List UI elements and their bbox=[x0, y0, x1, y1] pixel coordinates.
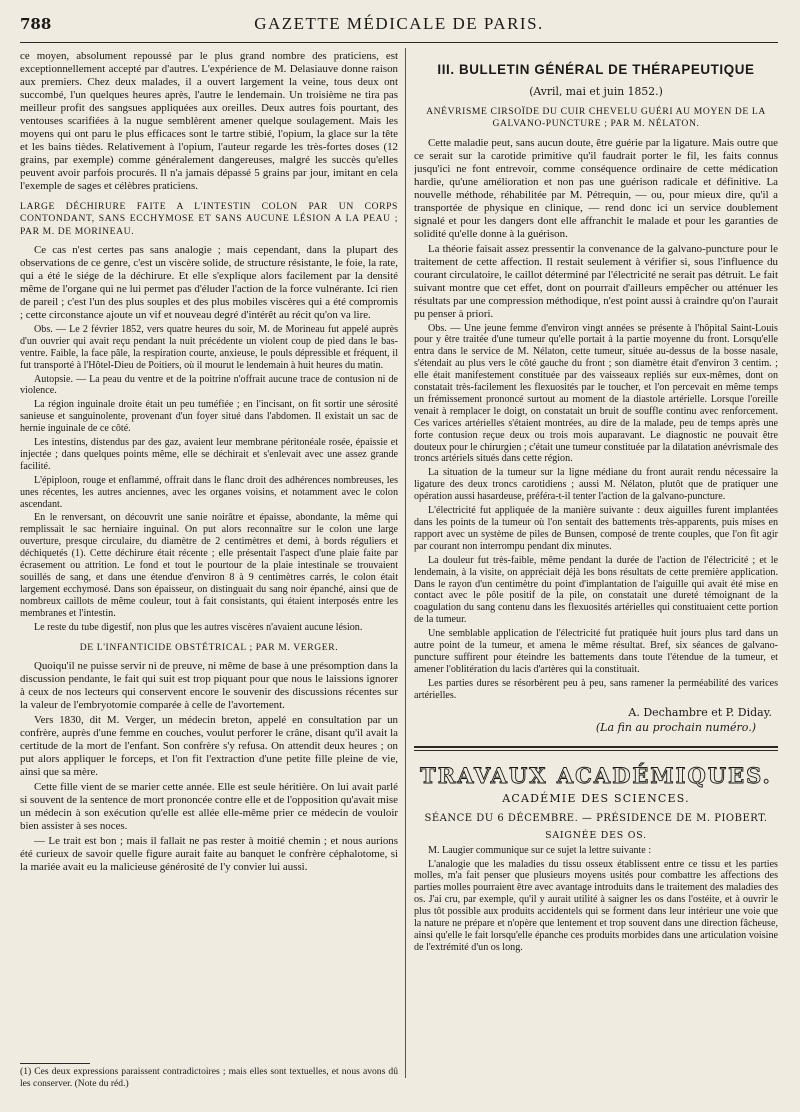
page-header bbox=[20, 14, 778, 43]
academie-title: TRAVAUX ACADÉMIQUES. bbox=[420, 762, 772, 788]
observation-paragraph: Les parties dures se résorbèrent peu à peu, sans ramener la perméabilité des varices artérielles. bbox=[414, 677, 778, 701]
observation-paragraph: Une semblable application de l'électricité fut pratiquée huit jours plus tard dans un autre point de la tumeur, et amena le même résultat. Bref, six séances de galvano-puncture suffirent pour éteindre les battements dans toute l'étendue de la tumeur, et amener l'oblitération du lacis d'artères qui la constituait. bbox=[414, 628, 778, 675]
journal-title: GAZETTE MÉDICALE DE PARIS. bbox=[254, 14, 544, 33]
academie-paragraph: L'analogie que les maladies du tissu osseux établissent entre ce tissu et les parties molles, m'a fait penser que plusieurs moyens usités pour combattre les affections des parties molles pourraient être avec avantage introduits dans le traitement des maladies des os. J'ai cru, par exemple, qu'il y aurait utilité à saigner les os dans l'ostéite, et à ouvrir le plus tôt possible aux produits accidentels qui se forment dans leur intérieur une voie que la nature ne prépare et n'opère que lentement et trop souvent dans une direction fâcheuse, ainsi qu'elle le fait lorsqu'elle épanche ces produits morbides dans une articulation voisine de l'extrémité d'un os long. bbox=[414, 858, 778, 953]
observation-paragraph: La région inguinale droite était un peu tuméfiée ; en l'incisant, on fit sortir une sérosité sanieuse et sanguinolente, provenant d'un foyer situé dans l'abdomen. Il existait un sac de hernie inguinale de ce côté. bbox=[20, 399, 398, 435]
footnote-text: (1) Ces deux expressions paraissent contradictoires ; mais elles sont textuelles, et nous avons dû les conserver. (Note du réd.) bbox=[20, 1066, 398, 1089]
topic-heading: SAIGNÉE DES OS. bbox=[545, 829, 647, 841]
double-rule bbox=[414, 746, 778, 751]
signature: A. Dechambre et P. Diday. bbox=[628, 705, 772, 719]
observation-paragraph: Les intestins, distendus par des gaz, avaient leur membrane péritonéale rosée, épaissie et injectée ; dans quelques points même, elle se déchirait et s'enlevait avec une assez grande facilité. bbox=[20, 437, 398, 472]
observation-paragraph: L'épiploon, rouge et enflammé, offrait dans le flanc droit des adhérences nombreuses, les unes récentes, les autres anciennes, avec les organes voisins, et notamment avec le colon ascendant. bbox=[20, 474, 398, 510]
observation-block bbox=[20, 324, 398, 634]
section-title: III. BULLETIN GÉNÉRAL DE THÉRAPEUTIQUE bbox=[437, 62, 755, 77]
footnote-rule bbox=[20, 1063, 90, 1064]
intro-paragraph: ce moyen, absolument repoussé par le plus grand nombre des praticiens, est exceptionnellement accepté par d'autres. L'expérience de M. Delasiauve donne raison aux premiers. Chez deux malades, il a ouvert largement la veine, tous deux ont succombé, l'un quelques heures après, l'autre le lendemain. Un troisième ne tira pas meilleur profit des sangsues appliquées aux oreilles. Deux autres fois pourtant, des ventouses scarifiées à la nugue semblèrent amener quelque soulagement. Mais les moyens qui ont paru le plus efficaces sont le tartre stibié, l'opium, la glace sur la tête et les bains tièdes. Relativement à l'opium, l'auteur regarde les très-fortes doses (12 grains, par exemple) comme généralement dangereuses, malgré les succès qu'elles peuvent avoir parfois procurés. Il n'a jamais dépassé 5 grains par jour, imitant en cela l'exemple de sages et célèbres praticiens. bbox=[20, 50, 398, 192]
academie-subtitle: ACADÉMIE DES SCIENCES. bbox=[502, 791, 690, 805]
body-paragraph: — Le trait est bon ; mais il fallait ne pas rester à moitié chemin ; et nous aurions été curieux de savoir quelle figure aurait faite au banquet le confrère céphalotome, si la mariée avait eu la malicieuse générosité de l'y convier lui aussi. bbox=[20, 834, 398, 873]
academie-paragraph: M. Laugier communique sur ce sujet la lettre suivante : bbox=[428, 844, 652, 856]
continuation-note: (La fin au prochain numéro.) bbox=[595, 720, 756, 734]
observation-paragraph: Obs. — Le 2 février 1852, vers quatre heures du soir, M. de Morineau fut appelé auprès d'un ouvrier qui avait reçu pendant la nuit précédente un violent coup de pied dans le bas-ventre. Faible, la face pâle, la respiration courte, anxieuse, le pouls dépressible et fréquent, il fut transporté à l'Hôtel-Dieu de Poitiers, où il mourut le lendemain à huit heures du matin. bbox=[20, 323, 398, 371]
column-divider bbox=[405, 48, 406, 1078]
body-paragraph: Cette fille vient de se marier cette année. Elle est seule héritière. On lui avait parlé si souvent de la sentence de mort prononcée contre elle et de l'opposition qu'avait mise un médecin à son exécution qu'elle est allée elle-même prier ce médecin de vouloir bien assister à ses noces. bbox=[20, 780, 398, 832]
observation-paragraph: Le reste du tube digestif, non plus que les autres viscères n'avaient aucune lésion. bbox=[34, 621, 363, 633]
left-column bbox=[20, 50, 398, 1078]
observation-block bbox=[414, 323, 778, 702]
section-heading-infanticide: DE L'INFANTICIDE OBSTÉTRICAL ; PAR M. VERGER. bbox=[79, 641, 339, 653]
autopsy-paragraph: Autopsie. — La peau du ventre et de la poitrine n'offrait aucune trace de contusion ni de violence. bbox=[20, 373, 398, 397]
body-paragraph: La théorie faisait assez pressentir la convenance de la galvano-puncture pour le traitement de cette affection. Il restait seulement à vérifier si, sous l'influence du courant circulatoire, le caillot déterminé par l'électricité ne serait pas détruit. Le fait suivant montre que cet effet, dont on pourrait d'ailleurs empêcher ou atténuer les résultats par une compression méthodique, n'est point aussi à craindre qu'on l'aurait pu penser à priori. bbox=[414, 242, 778, 320]
page-number: 788 bbox=[20, 15, 52, 33]
section-heading-colon: LARGE DÉCHIRURE FAITE A L'INTESTIN COLON PAR UN CORPS CONTONDANT, SANS ECCHYMOSE ET SANS AUCUNE LÉSION A LA PEAU ; PAR M. DE MORINEAU. bbox=[20, 200, 398, 237]
body-paragraph: Ce cas n'est certes pas sans analogie ; mais cependant, dans la plupart des observations de ce genre, c'est un viscère solide, de structure résistante, le foie, la rate, qui a été le siége de la déchirure. Et elle s'explique alors facilement par la densité même de l'organe qui ne lui permet pas d'éluder l'action de la force vulnérante. Ici rien de pareil ; c'est l'un des plus souples et des plus mobiles viscères qui a été compromis ; cette circonstance ajoute un vif et nouveau degré d'intérêt au récit qu'on va lire. bbox=[20, 244, 398, 321]
footnote bbox=[20, 1066, 398, 1091]
article-heading: ANÉVRISME CIRSOÏDE DU CUIR CHEVELU GUÉRI AU MOYEN DE LA GALVANO-PUNCTURE ; PAR M. NÉLATON. bbox=[426, 106, 766, 130]
observation-paragraph: Obs. — Une jeune femme d'environ vingt années se présente à l'hôpital Saint-Louis pour y être traitée d'une tumeur qu'elle portait à la partie moyenne du front. Lorsqu'elle entra dans le service de M. Nélaton, cette tumeur, située au-dessus de la bosse nasale, s'étendait au plus vers le côté gauche du front ; son diamètre était d'environ 3 centim. ; elle était manifestement constituée par des vaisseaux repliés sur eux-mêmes, dont on constatait très-facilement les flexuosités par le toucher, et l'on percevait en même temps un frémissement prononcé surtout au moment de la diastole artérielle. Lorsque l'oreille venait à remplacer le doigt, on constatait un bruit de souffle continu avec renforcement. Ces varices artérielles s'étaient montrées, au dire de la malade, peu de temps après une forte contusion reçue deux ou trois mois auparavant. Le diagnostic ne pouvait être douteux pour le chirurgien ; c'était une tumeur constituée par la dilatation anévrismale des troncs artériels situés dans cette région. bbox=[414, 322, 778, 465]
body-paragraph: Quoiqu'il ne puisse servir ni de preuve, ni même de base à une présomption dans la discussion pendante, le fait qui suit est trop piquant pour que nous le laissions ignorer à ceux de nos lecteurs qui conservent encore le souvenir des discussions récentes sur la valeur de l'embryotomie comparée à celle de l'avortement. bbox=[20, 660, 398, 711]
observation-paragraph: En le renversant, on découvrit une sanie noirâtre et épaisse, abondante, la même qui remplissait le sac herniaire inguinal. On put alors reconnaître sur le colon une large ouverture, presque circulaire, du diamètre de 2 centimètres et demi, à bords réguliers et déchiquetés (1). Cette déchirure était récente ; elle présentait l'aspect d'une plaie faite par écrasement ou attrition. Le fond et tout le pourtour de la plaie intestinale se trouvaient souillés de sang, et dans une étendue d'environ 8 à 9 centimètres carrés, le colon était largement ecchymosé. Dans son épaisseur, on distinguait du sang noir épanché, ainsi que de nombreux caillots de même couleur, tout à fait consistants, qui étaient interposés entre les membranes et l'intestin. bbox=[20, 512, 398, 619]
right-column bbox=[414, 50, 778, 1078]
observation-paragraph: La situation de la tumeur sur la ligne médiane du front aurait rendu nécessaire la ligature des deux troncs carotidiens ; aussi M. Nélaton, plutôt que de pratiquer une opération aussi hasardeuse, préféra-t-il tenter l'action de la galvano-puncture. bbox=[414, 467, 778, 503]
observation-paragraph: La douleur fut très-faible, même pendant la durée de l'action de l'électricité ; et le lendemain, à la visite, on appréciait déjà les bons résultats de cette première application. Dans le rayon d'un centimètre du point d'implantation de l'aiguille qui avait été mise en contact avec le pôle positif de la pile, on constatait une dureté témoignant de la coagulation du sang contenu dans les flexuosités artérielles qui constituaient cette portion de la tumeur. bbox=[414, 554, 778, 626]
seance-line: SÉANCE DU 6 DÉCEMBRE. — PRÉSIDENCE DE M. PIOBERT. bbox=[424, 812, 768, 824]
dateline: (Avril, mai et juin 1852.) bbox=[529, 85, 663, 98]
body-paragraph: Vers 1830, dit M. Verger, un médecin breton, appelé en consultation par un confrère, auprès d'une femme en couches, voulut perforer le crâne, disant qu'il avait la certitude de la mort de l'enfant. Son confrère s'y refusa. On attendit deux heures ; on put alors appliquer le forceps, et l'on fit l'extraction d'une petite fille pleine de vie, ainsi que sa mère. bbox=[20, 713, 398, 778]
body-paragraph: Cette maladie peut, sans aucun doute, être guérie par la ligature. Mais outre que ce serait sur la carotide primitive qu'il faudrait porter le fil, les faits connus jusqu'ici ne font entrevoir, comme conséquence ordinaire de cette médication hardie, qu'une amélioration et non pas une guérison radicale et définitive. La nouvelle méthode, réhabilitée par M. Pétrequin, — ou, pour mieux dire, qu'il a transportée de physique en clinique, — rend donc ici un service doublement signalé et pour les dangers dont elle affranchit le malade et pour les garanties de solidité qu'elle donne à la guérison. bbox=[414, 136, 778, 240]
observation-paragraph: L'électricité fut appliquée de la manière suivante : deux aiguilles furent implantées dans les points de la tumeur où l'on sentait des battements très-apparents, puis mises en rapport avec un système de piles de Bunsen, composé de trente couples, que l'on fit agir par courant non interrompu pendant dix minutes. bbox=[414, 505, 778, 552]
